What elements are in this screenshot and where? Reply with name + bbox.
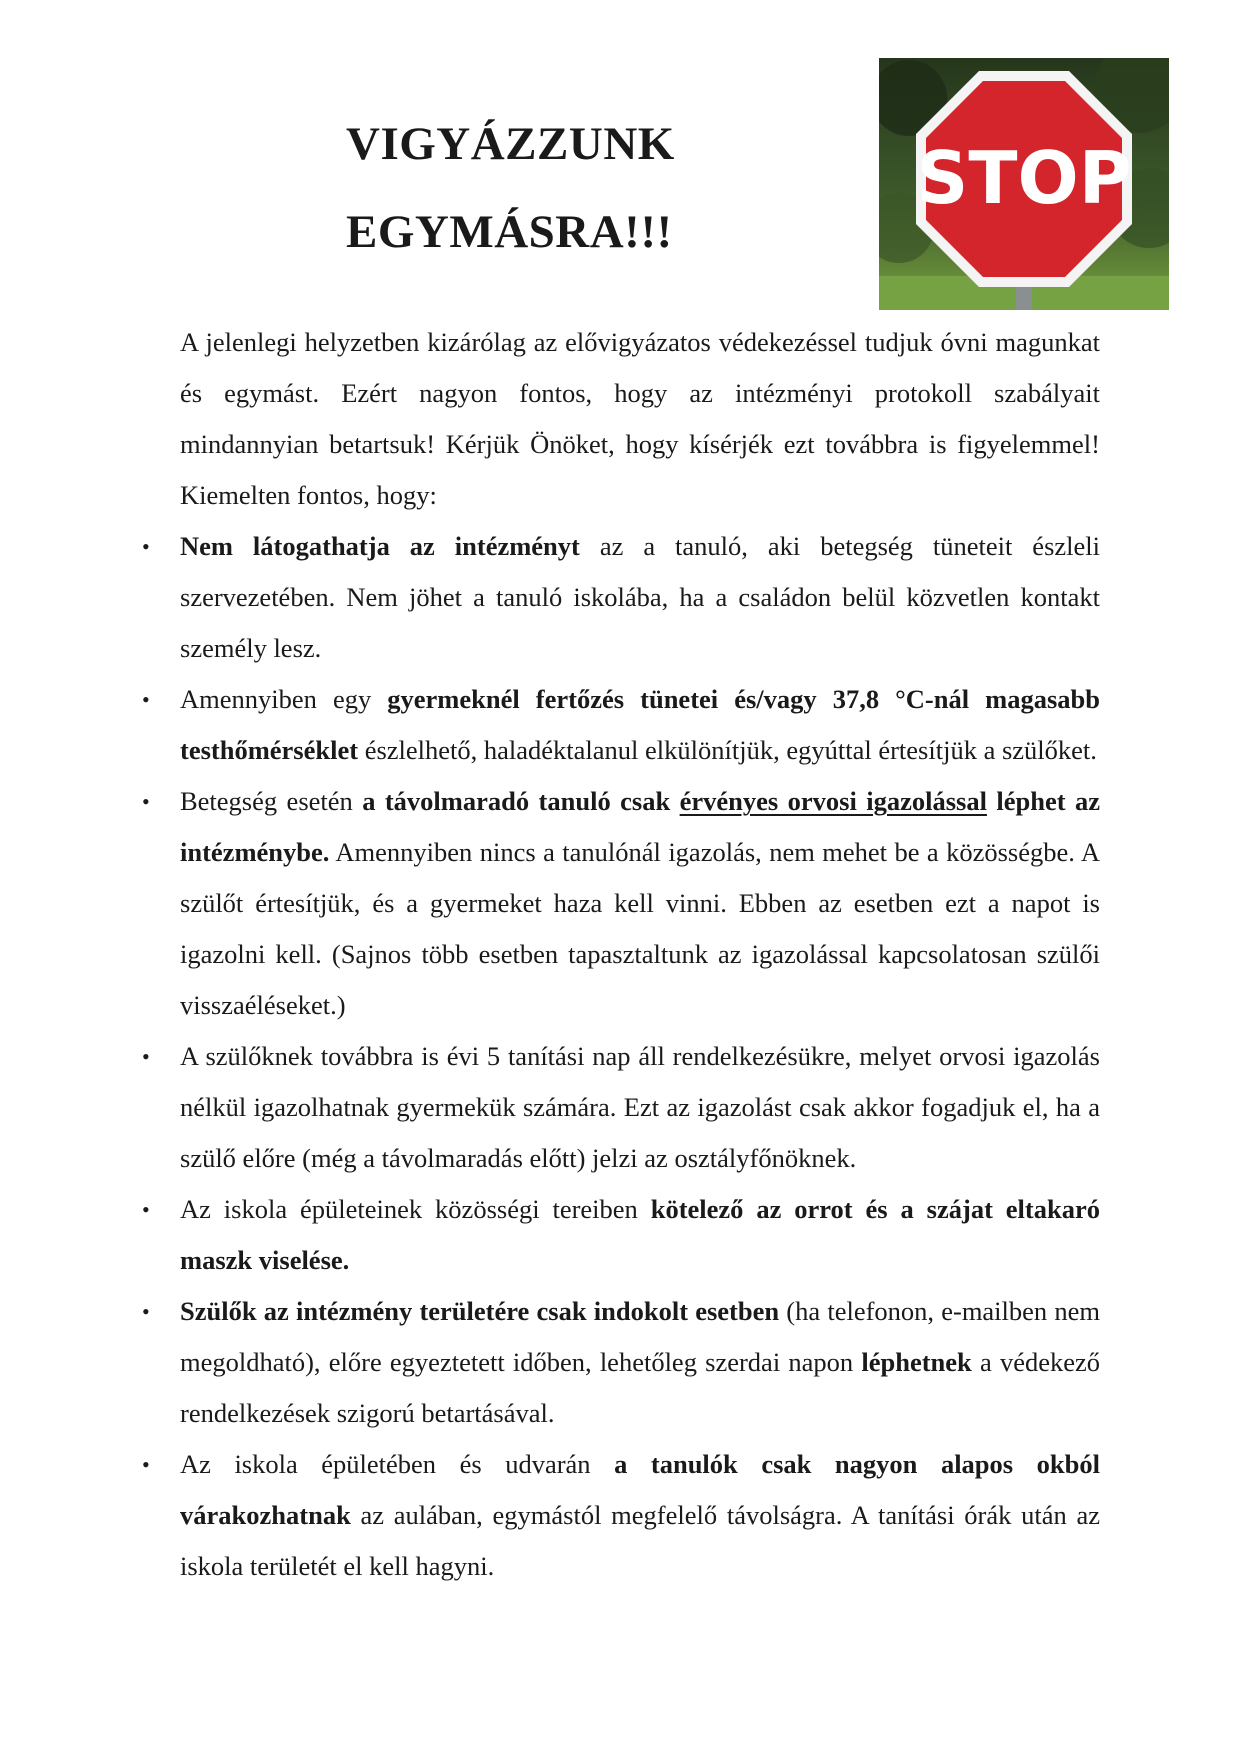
rule-1-bold: Nem látogathatja az intézményt <box>180 531 580 561</box>
rule-6-bold-b: léphetnek <box>861 1347 972 1377</box>
page-title <box>346 100 675 276</box>
rule-3-text-a: Betegség esetén <box>180 786 363 816</box>
bullet-icon: • <box>142 1299 150 1324</box>
intro-paragraph: A jelenlegi helyzetben kizárólag az elővigyázatos védekezéssel tudjuk óvni magunkat és egymást. Ezért nagyon fontos, hogy az intézményi protokoll szabályait mindannyian betartsuk! Kérjük Önöket, hogy kísérjék ezt továbbra is figyelemmel! Kiemelten fontos, hogy: <box>180 327 1100 510</box>
bullet-icon: • <box>142 1197 150 1222</box>
rule-item-4 <box>142 1031 1100 1184</box>
rule-item-6 <box>142 1286 1100 1439</box>
rule-item-3 <box>142 776 1101 1031</box>
bullet-icon: • <box>142 687 150 712</box>
title-line-2: EGYMÁSRA!!! <box>346 206 673 258</box>
rule-item-5 <box>142 1184 1100 1286</box>
rule-7-text-a: Az iskola épületében és udvarán <box>180 1449 615 1479</box>
rule-6-bold-a: Szülők az intézmény területére csak indokolt esetben <box>180 1296 780 1326</box>
rule-3-bold-b: léphet az intézménybe. <box>180 786 1101 867</box>
rule-3-text-b: Amennyiben nincs a tanulónál igazolás, nem mehet be a közösségbe. A szülőt értesítjük, és a gyermeket haza kell vinni. Ebben az esetben ezt a napot is igazolni kell. (Sajnos több esetben tapasztaltunk az igazolással kapcsolatosan szülői visszaéléseket.) <box>180 837 1100 1020</box>
bullet-icon: • <box>142 534 150 559</box>
stop-sign-photo <box>879 58 1169 310</box>
rule-7-bold: a tanulók csak nagyon alapos okból várakozhatnak <box>180 1449 1100 1530</box>
rule-2-text-b: észlelhető, haladéktalanul elkülönítjük, egyúttal értesítjük a szülőket. <box>358 735 1097 765</box>
rule-item-7 <box>142 1439 1100 1592</box>
rule-3-bold-a: a távolmaradó tanuló csak <box>362 786 680 816</box>
rule-6-text-b: a védekező rendelkezések szigorú betartásával. <box>180 1347 1100 1428</box>
stop-sign-icon <box>879 58 1169 310</box>
title-line-1: VIGYÁZZUNK <box>346 118 675 170</box>
rules-list <box>142 521 1101 1592</box>
rule-7-text-b: az aulában, egymástól megfelelő távolságra. A tanítási órák után az iskola területét el kell hagyni. <box>180 1500 1100 1581</box>
bullet-icon: • <box>142 789 150 814</box>
rule-5-text: Az iskola épületeinek közösségi tereiben <box>180 1194 651 1224</box>
document-body <box>142 317 1101 1592</box>
bullet-icon: • <box>142 1044 150 1069</box>
rule-item-2 <box>142 674 1100 776</box>
rule-4-text: A szülőknek továbbra is évi 5 tanítási nap áll rendelkezésükre, melyet orvosi igazolás nélkül igazolhatnak gyermekük számára. Ezt az igazolást csak akkor fogadjuk el, ha a szülő előre (még a távolmaradás előtt) jelzi az osztályfőnöknek. <box>180 1041 1100 1173</box>
rule-1-text: az a tanuló, aki betegség tüneteit észleli szervezetében. Nem jöhet a tanuló iskolába, ha a családon belül közvetlen kontakt személy lesz. <box>180 531 1100 663</box>
stop-sign-text: STOP <box>916 136 1132 220</box>
rule-6-text-a: (ha telefonon, e-mailben nem megoldható), előre egyeztetett időben, lehetőleg szerdai napon <box>180 1296 1100 1377</box>
rule-2-text-a: Amennyiben egy <box>180 684 388 714</box>
rule-5-bold: kötelező az orrot és a szájat eltakaró maszk viselése. <box>180 1194 1100 1275</box>
rule-item-1 <box>142 521 1100 674</box>
rule-2-bold: gyermeknél fertőzés tünetei és/vagy 37,8 °C-nál magasabb testhőmérséklet <box>180 684 1100 765</box>
rule-3-underlined: érvényes orvosi igazolással <box>679 786 987 816</box>
bullet-icon: • <box>142 1452 150 1477</box>
